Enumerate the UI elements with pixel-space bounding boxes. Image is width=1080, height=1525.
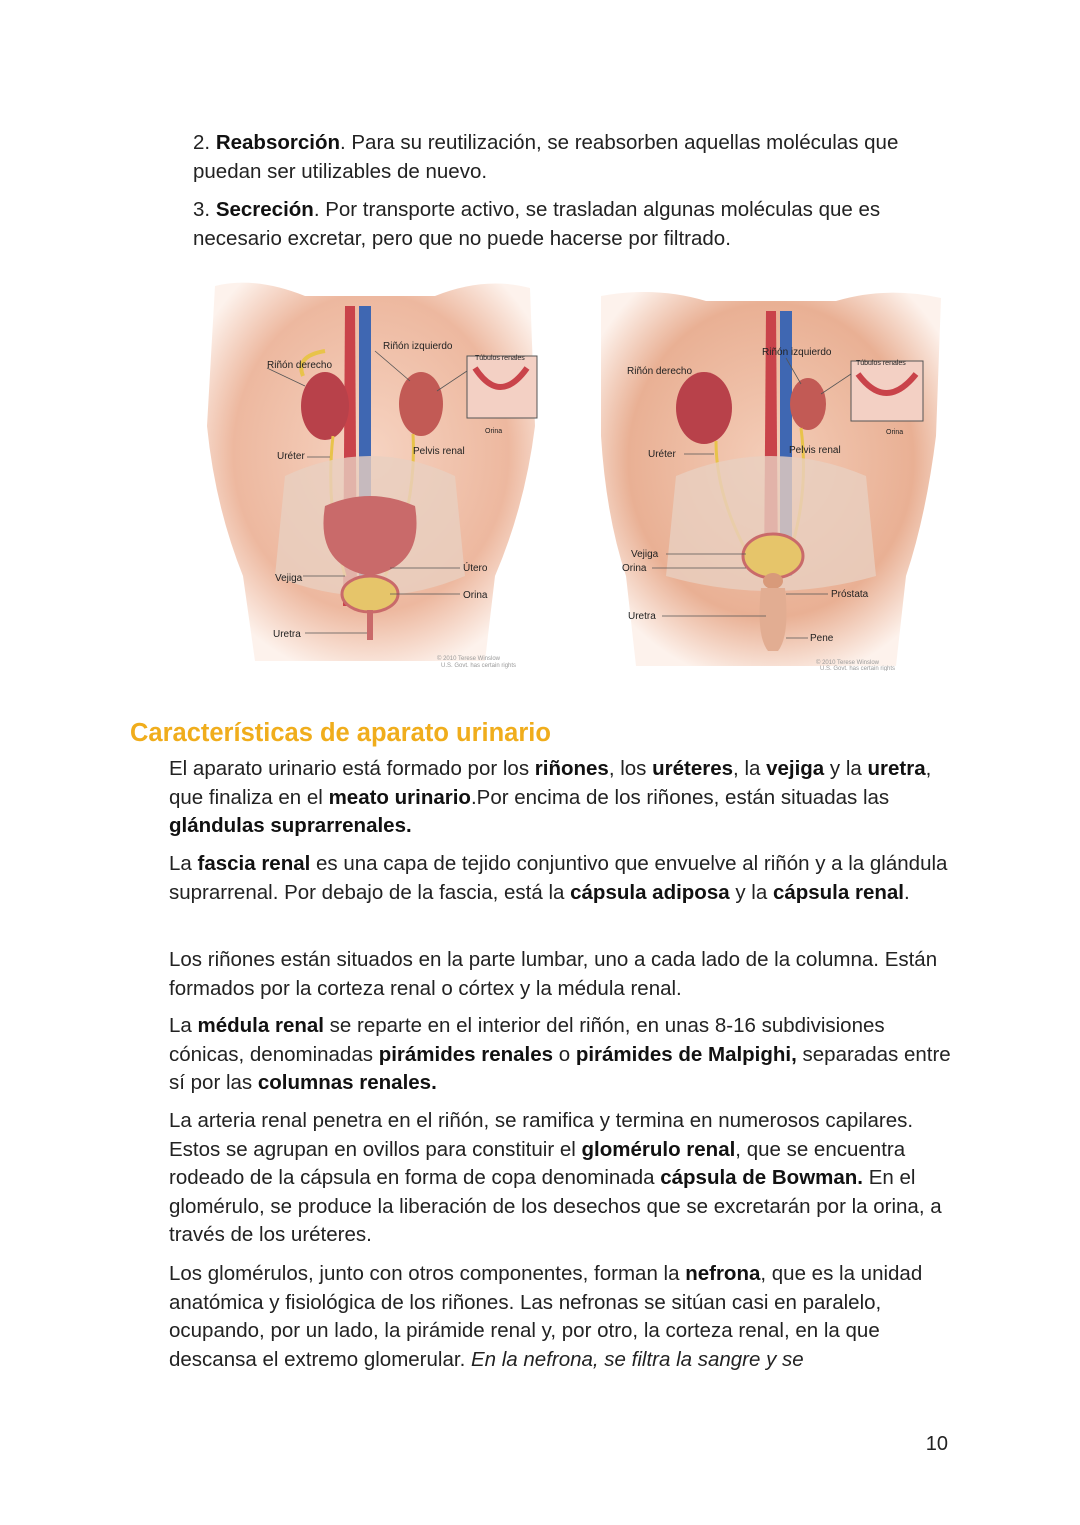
page-number: 10 [925, 1433, 948, 1455]
bladder [743, 534, 803, 578]
male-anatomy-svg [596, 276, 946, 671]
term-capsula-adiposa: cápsula adiposa [570, 880, 730, 904]
text: y la [824, 757, 868, 780]
label-orina: Orina [463, 590, 488, 601]
label-ureter: Uréter [648, 449, 676, 460]
kidney-right [676, 372, 732, 444]
intro-paragraph-reabsorcion [193, 129, 963, 186]
label-pelvis-renal: Pelvis renal [789, 445, 841, 456]
term-rinones: riñones [534, 757, 609, 780]
text: En el glomérulo, se produce la liberación de los desechos que se excretarán por la orina, a través de los uréteres. [169, 1166, 942, 1246]
term-reabsorcion: Reabsorción [215, 131, 340, 154]
label-utero: Útero [463, 563, 488, 574]
intro-paragraph-secrecion [193, 196, 963, 253]
paragraph-rinones-situacion [169, 946, 959, 1003]
label-rinon-derecho: Riñón derecho [267, 360, 333, 371]
list-number: 2. [193, 131, 211, 154]
text: y la [729, 880, 773, 904]
label-orina: Orina [622, 563, 647, 574]
term-capsula-renal: cápsula renal [772, 880, 904, 904]
credit: © 2010 Terese Winslow [437, 656, 501, 662]
prostate [763, 573, 783, 589]
kidney-left [399, 372, 443, 436]
term-glandulas-suprarrenales: glándulas suprarrenales. [169, 814, 412, 837]
urethra-shape [367, 610, 373, 640]
text: , los [608, 757, 653, 780]
term-columnas-renales: columnas renales. [257, 1071, 437, 1094]
label-uretra: Uretra [628, 611, 656, 622]
text: separadas entre sí por las [169, 1042, 951, 1094]
male-urinary-system-illustration [596, 276, 946, 671]
label-ureter: Uréter [277, 451, 305, 462]
female-urinary-system-illustration [195, 276, 545, 671]
label-pene: Pene [810, 633, 834, 644]
text: Los riñones están situados en la parte lumbar, uno a cada lado de la columna. Están formados por la corteza renal o córtex y la médula renal. [169, 948, 938, 1000]
paragraph-fascia-renal [169, 850, 959, 907]
text: . [903, 880, 910, 904]
female-anatomy-svg [195, 276, 545, 671]
label-orina-top: Orina [886, 429, 904, 436]
kidney-right [301, 372, 349, 440]
paragraph-nefrona [169, 1260, 959, 1374]
term-piramides-malpighi: pirámides de Malpighi, [575, 1042, 797, 1066]
label-pelvis-renal: Pelvis renal [413, 446, 465, 457]
text: .Por encima de los riñones, están situadas las [470, 785, 890, 809]
text: se reparte en el interior del riñón, en unas 8-16 subdivisiones cónicas, denominadas [169, 1014, 885, 1066]
text: . Para su reutilización, se reabsorben aquellas moléculas que puedan ser utilizables de nuevo. [193, 131, 899, 183]
credit: © 2010 Terese Winslow [816, 660, 880, 666]
text: La arteria renal penetra en el riñón, se ramifica y termina en numerosos capilares. Estos se agrupan en ovillos para constituir el [169, 1109, 914, 1161]
credit-rights: U.S. Govt. has certain rights [441, 663, 517, 669]
label-uretra: Uretra [273, 629, 301, 640]
term-nefrona: nefrona [685, 1262, 761, 1285]
term-capsula-bowman: cápsula de Bowman. [660, 1166, 863, 1189]
term-piramides-renales: pirámides renales [378, 1042, 554, 1066]
penis [760, 588, 787, 651]
kidney-left [790, 378, 826, 430]
text: , que se encuentra rodeado de la cápsula en forma de copa denominada [169, 1137, 906, 1189]
paragraph-arteria-renal [169, 1107, 959, 1250]
text: es una capa de tejido conjuntivo que envuelve al riñón y a la glándula suprarrenal. Por debajo de la fascia, está la [169, 852, 948, 904]
term-glomerulo-renal: glomérulo renal [581, 1137, 736, 1161]
text: , que es la unidad anatómica y fisiológica de los riñones. Las nefronas se sitúan casi en paralelo, ocupando, por un lado, la pirámide renal y, por otro, la corteza renal, en la que descansa el extremo glomerular. [169, 1262, 923, 1371]
text: , la [733, 757, 767, 780]
term-medula-renal: médula renal [197, 1014, 324, 1037]
italic-text: En la nefrona, se filtra la sangre y se [470, 1347, 804, 1371]
text: La [169, 852, 198, 875]
text: Los glomérulos, junto con otros componentes, forman la [169, 1262, 686, 1285]
label-tubulos: Túbulos renales [856, 360, 906, 367]
term-meato-urinario: meato urinario [328, 785, 471, 809]
term-vejiga: vejiga [766, 757, 825, 780]
text: La [169, 1014, 198, 1037]
label-prostata: Próstata [831, 589, 869, 600]
label-vejiga: Vejiga [631, 549, 659, 560]
label-orina-top: Orina [485, 428, 503, 435]
text: o [553, 1042, 576, 1066]
label-vejiga: Vejiga [275, 573, 303, 584]
credit-rights: U.S. Govt. has certain rights [820, 666, 896, 671]
label-tubulos: Túbulos renales [475, 355, 525, 362]
term-uretra: uretra [867, 757, 926, 780]
label-rinon-izquierdo: Riñón izquierdo [383, 341, 453, 352]
term-secrecion: Secreción [215, 198, 314, 221]
section-heading: Características de aparato urinario [130, 719, 551, 747]
term-fascia-renal: fascia renal [197, 852, 311, 875]
paragraph-aparato-urinario [169, 755, 959, 841]
paragraph-medula-renal [169, 1012, 959, 1098]
text: , que finaliza en el [169, 757, 932, 809]
bladder [342, 576, 398, 612]
term-ureteres: uréteres [652, 757, 734, 780]
text: . Por transporte activo, se trasladan algunas moléculas que es necesario excretar, pero que no puede hacerse por filtrado. [193, 198, 881, 250]
label-rinon-derecho: Riñón derecho [627, 366, 693, 377]
list-number: 3. [193, 198, 211, 221]
label-rinon-izquierdo: Riñón izquierdo [762, 347, 832, 358]
text: El aparato urinario está formado por los [169, 757, 535, 780]
